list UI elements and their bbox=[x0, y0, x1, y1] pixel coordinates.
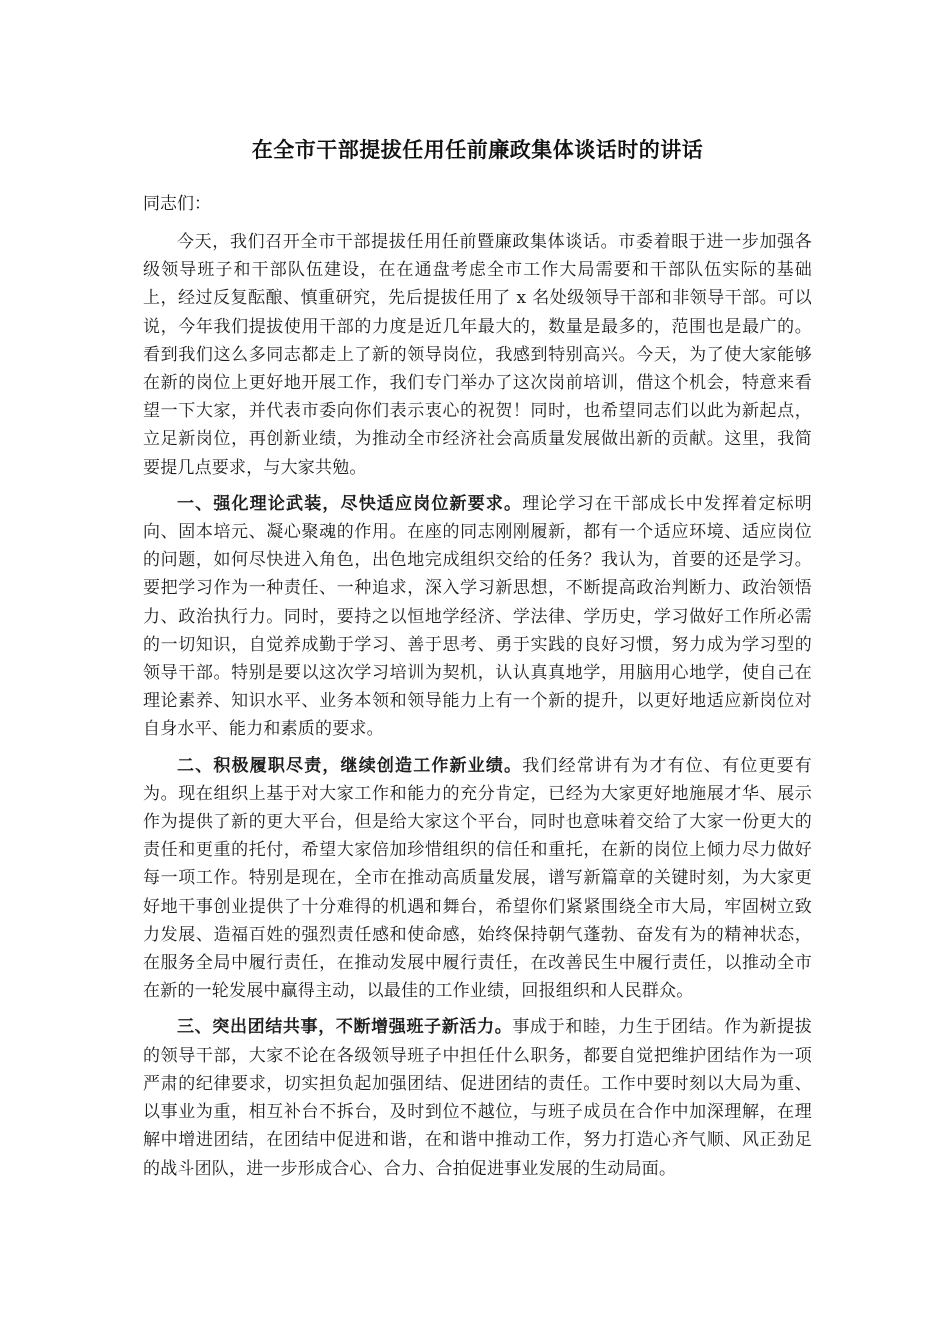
section-2-paragraph bbox=[143, 752, 812, 1006]
section-1-heading: 一、强化理论武装，尽快适应岗位新要求。 bbox=[177, 493, 523, 514]
document-title: 在全市干部提拔任用任前廉政集体谈话时的讲话 bbox=[251, 138, 704, 162]
section-2-body: 我们经常讲有为才有位、有位更要有为。现在组织上基于对大家工作和能力的充分肯定，已经为大家更好地施展才华、展示作为提供了新的更大平台，但是给大家这个平台，同时也意味着交给了大家一份更大的责任和更重的托付，希望大家倍加珍惜组织的信任和重托，在新的岗位上倾力尽力做好每一项工作。特别是现在，全市在推动高质量发展，谱写新篇章的关键时刻，为大家更好地干事创业提供了十分难得的机遇和舞台，希望你们紧紧围绕全市大局，牢固树立致力发展、造福百姓的强烈责任感和使命感，始终保持朝气蓬勃、奋发有为的精神状态，在服务全局中履行责任，在推动发展中履行责任，在改善民生中履行责任，以推动全市在新的一轮发展中赢得主动，以最佳的工作业绩，回报组织和人民群众。 bbox=[143, 755, 812, 1002]
section-1-body: 理论学习在干部成长中发挥着定标明向、固本培元、凝心聚魂的作用。在座的同志刚刚履新，都有一个适应环境、适应岗位的问题，如何尽快进入角色，出色地完成组织交给的任务？我认为，首要的还是学习。要把学习作为一种责任、一种追求，深入学习新思想，不断提高政治判断力、政治领悟力、政治执行力。同时，要持之以恒地学经济、学法律、学历史，学习做好工作所必需的一切知识，自觉养成勤于学习、善于思考、勇于实践的良好习惯，努力成为学习型的领导干部。特别是要以这次学习培训为契机，认认真真地学，用脑用心地学，使自己在理论素养、知识水平、业务本领和领导能力上有一个新的提升，以更好地适应新岗位对自身水平、能力和素质的要求。 bbox=[143, 493, 812, 740]
intro-paragraph: 今天，我们召开全市干部提拔任用任前暨廉政集体谈话。市委着眼于进一步加强各级领导班子和干部队伍建设，在在通盘考虑全市工作大局需要和干部队伍实际的基础上，经过反复酝酿、慎重研究，先后提拔任用了 x 名处级领导干部和非领导干部。可以说，今年我们提拔使用干部的力度是近几年最大的，数量是最多的，范围也是最广的。看到我们这么多同志都走上了新的领导岗位，我感到特别高兴。今天，为了使大家能够在新的岗位上更好地开展工作，我们专门举办了这次岗前培训，借这个机会，特意来看望一下大家，并代表市委向你们表示衷心的祝贺！同时，也希望同志们以此为新起点，立足新岗位，再创新业绩，为推动全市经济社会高质量发展做出新的贡献。这里，我简要提几点要求，与大家共勉。 bbox=[143, 232, 812, 478]
section-1-paragraph bbox=[143, 490, 812, 744]
section-3-paragraph bbox=[143, 1013, 812, 1182]
section-3-body: 事成于和睦，力生于团结。作为新提拔的领导干部，大家不论在各级领导班子中担任什么职务，都要自觉把维护团结作为一项严肃的纪律要求，切实担负起加强团结、促进团结的责任。工作中要时刻以大局为重、以事业为重，相互补台不拆台，及时到位不越位，与班子成员在合作中加深理解，在理解中增进团结，在团结中促进和谐，在和谐中推动工作，努力打造心齐气顺、风正劲足的战斗团队，进一步形成合心、合力、合拍促进事业发展的生动局面。 bbox=[143, 1017, 812, 1179]
salutation: 同志们： bbox=[143, 194, 211, 214]
section-3-heading: 三、突出团结共事，不断增强班子新活力。 bbox=[177, 1017, 513, 1038]
section-2-heading: 二、积极履职尽责，继续创造工作新业绩。 bbox=[177, 755, 523, 776]
